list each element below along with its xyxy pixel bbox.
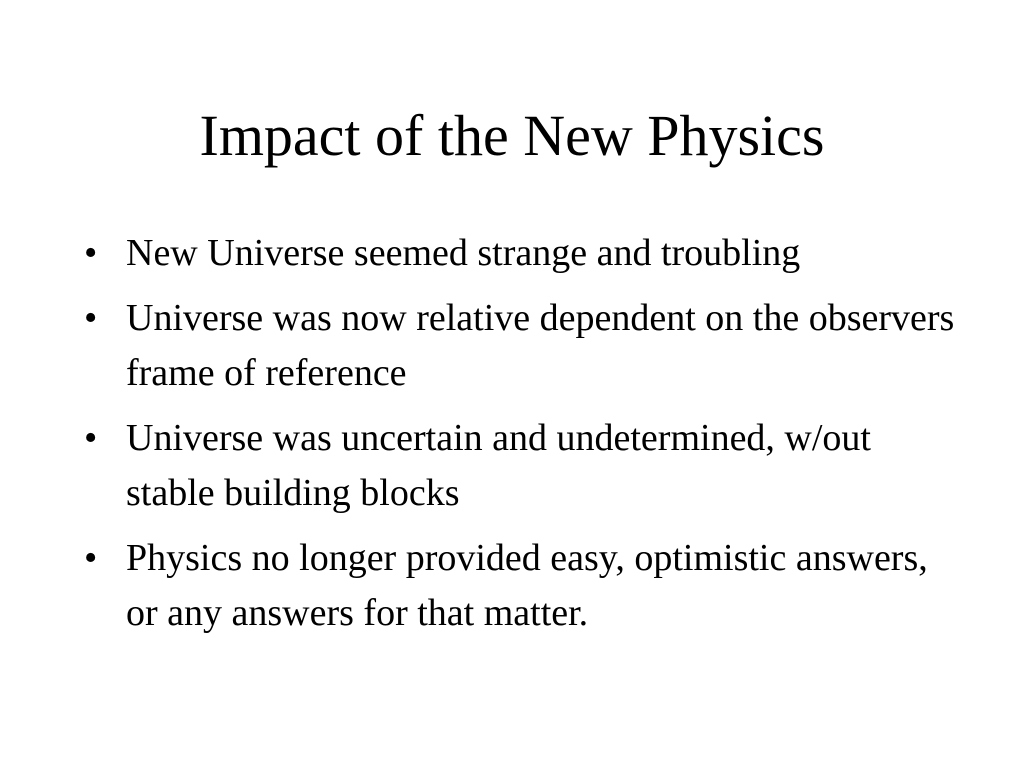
- bullet-list: [84, 226, 964, 651]
- bullet-item: [84, 531, 964, 641]
- bullet-marker: •: [84, 297, 98, 339]
- slide-title: Impact of the New Physics: [199, 103, 825, 168]
- bullet-text: Universe was uncertain and undetermined, w/out stable building blocks: [126, 417, 871, 514]
- bullet-text: Universe was now relative dependent on the observers frame of reference: [126, 297, 955, 394]
- bullet-item: [84, 226, 964, 281]
- bullet-text: New Universe seemed strange and troubling: [126, 232, 801, 274]
- bullet-marker: •: [84, 417, 98, 459]
- bullet-marker: •: [84, 232, 98, 274]
- bullet-marker: •: [84, 537, 98, 579]
- bullet-text: Physics no longer provided easy, optimistic answers, or any answers for that matter.: [126, 537, 928, 634]
- bullet-item: [84, 291, 964, 401]
- bullet-item: [84, 411, 964, 521]
